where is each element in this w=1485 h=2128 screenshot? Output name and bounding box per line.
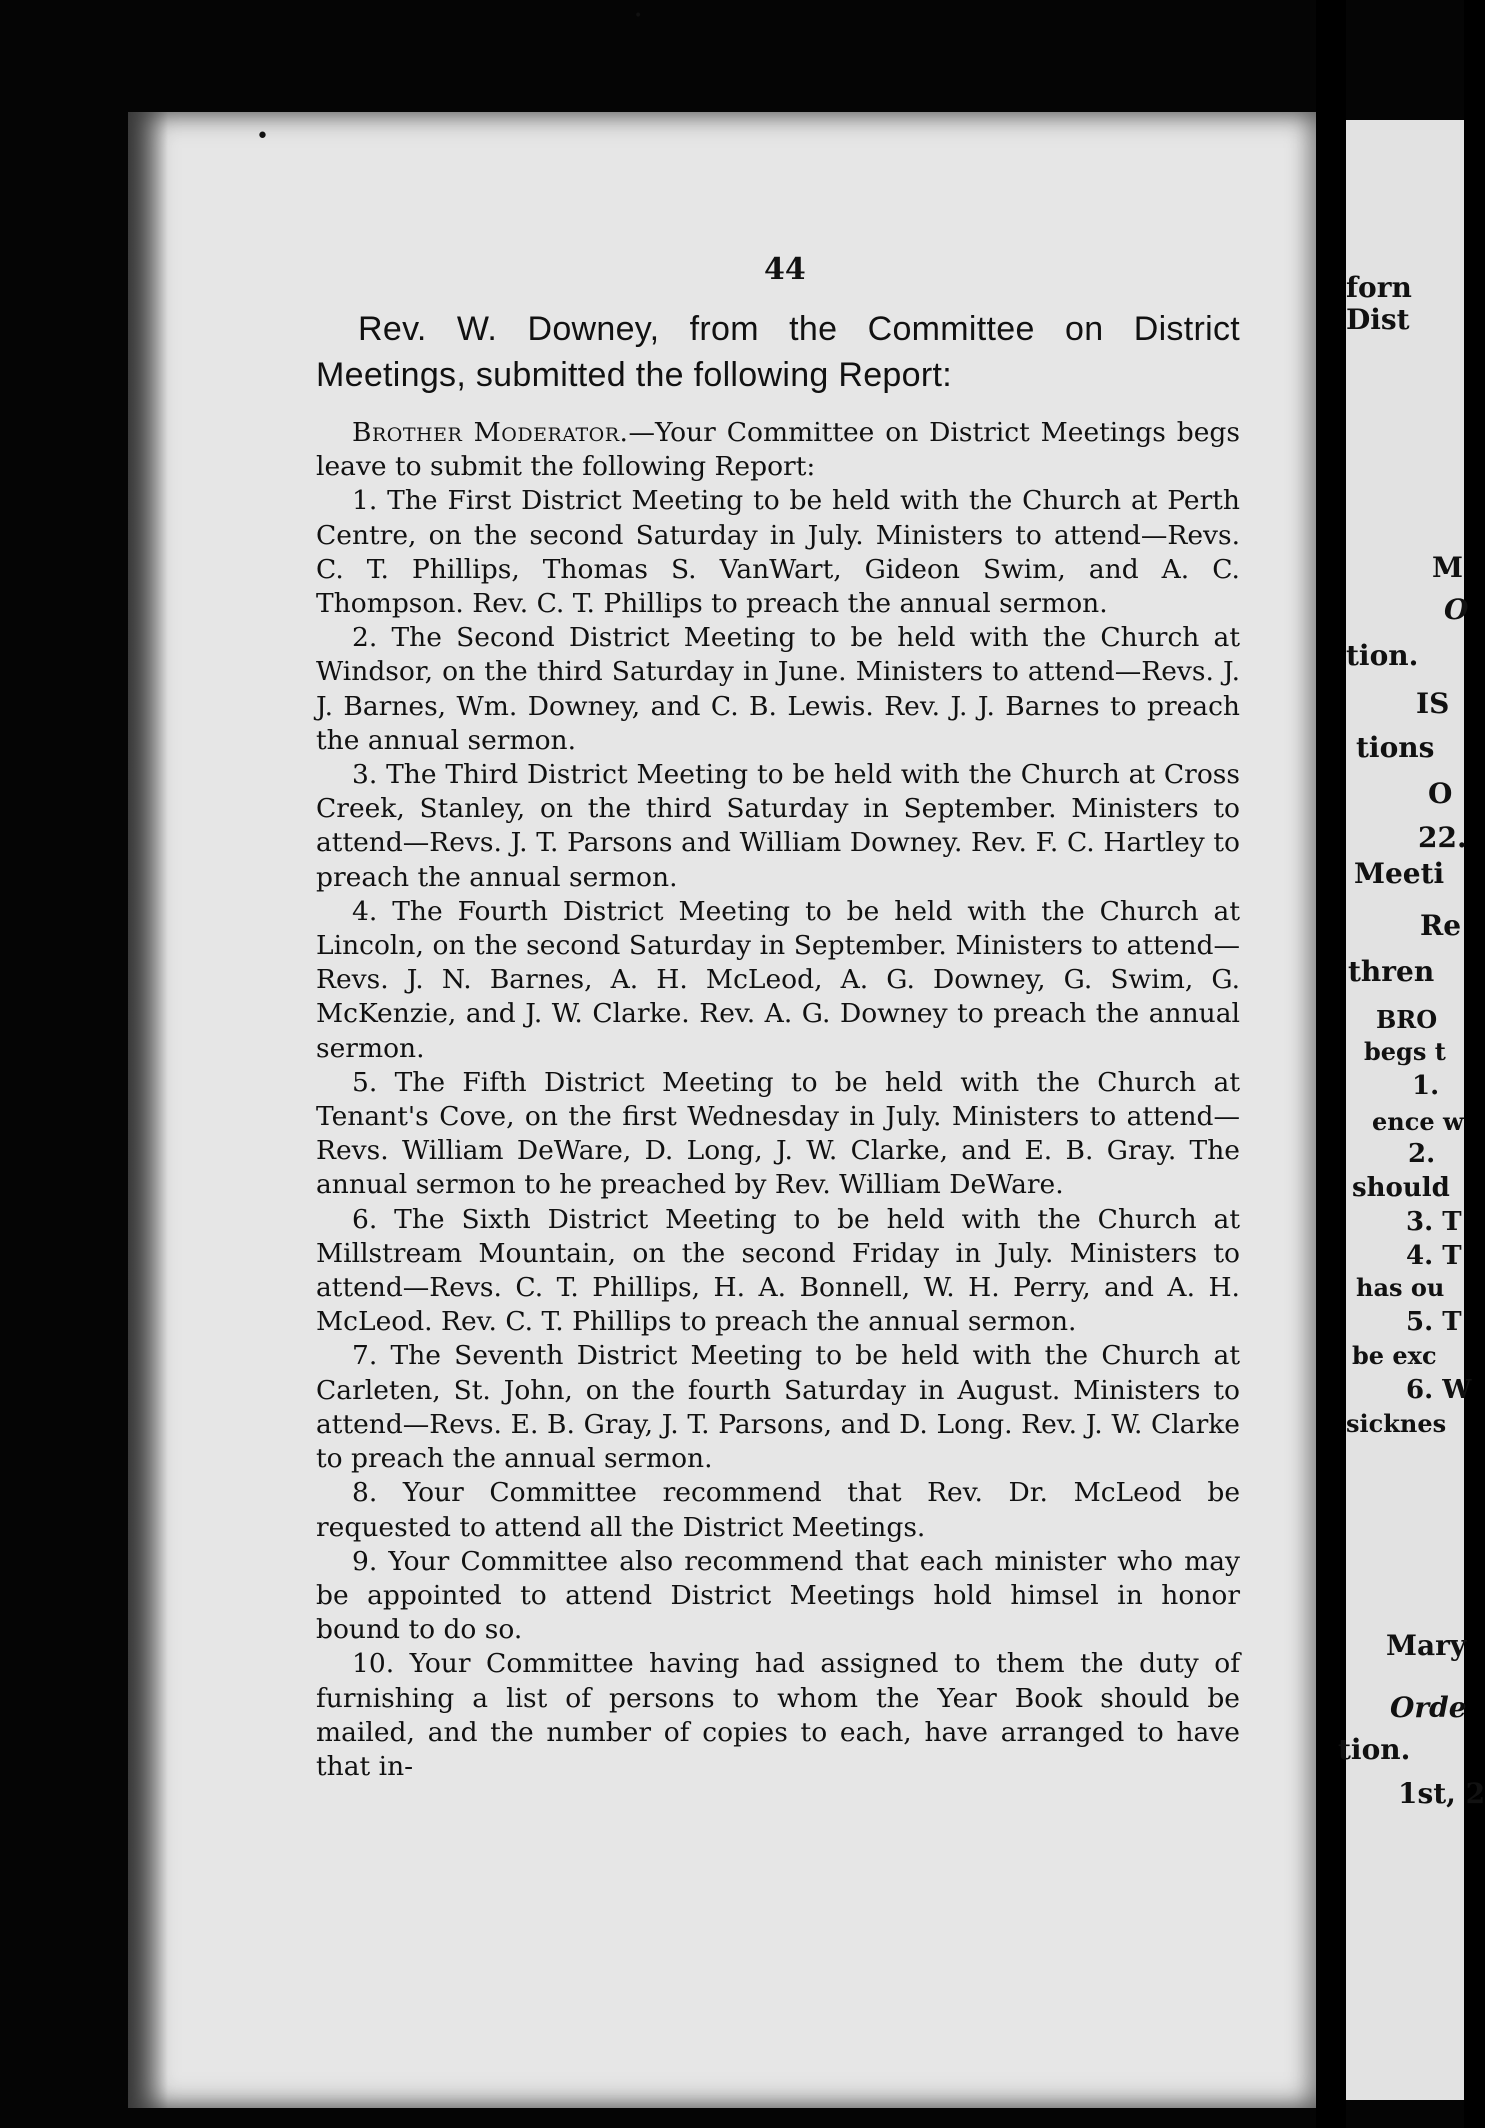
- facing-fragment: thren: [1348, 955, 1435, 988]
- right-page: [1338, 120, 1485, 2100]
- facing-fragment: tions: [1356, 731, 1435, 764]
- facing-fragment: M: [1432, 551, 1463, 584]
- facing-fragment: begs t: [1364, 1037, 1446, 1066]
- facing-fragment: Meeti: [1354, 857, 1445, 890]
- facing-fragment: 1.: [1412, 1071, 1440, 1101]
- facing-fragment: 5. T: [1406, 1307, 1462, 1337]
- report-item: 1. The First District Meeting to be held with the Church at Perth Centre, on the second Saturday in July. Ministers to attend—Revs. C. T. Phillips, Thomas S. VanWart, Gideon Swim, and A. C. Thompson. Rev. C. T. Phillips to preach the annual sermon.: [316, 485, 1240, 620]
- book-gutter: [1316, 0, 1346, 2128]
- report-item: 10. Your Committee having had assigned to them the duty of furnishing a list of persons to whom the Year Book should be mailed, and the number of copies to each, have arranged to have that in-: [316, 1648, 1240, 1782]
- ink-speck: •: [634, 8, 643, 24]
- committee-report: [316, 416, 1240, 1784]
- facing-fragment: 2.: [1408, 1139, 1436, 1169]
- facing-fragment: BRO: [1376, 1005, 1438, 1034]
- facing-fragment: Mary: [1386, 1629, 1467, 1662]
- page-body: [316, 306, 1240, 1784]
- facing-fragment: Orde: [1390, 1691, 1467, 1724]
- facing-fragment: 1st, 2: [1398, 1777, 1485, 1810]
- salutation: Brother Moderator.: [352, 417, 629, 448]
- facing-fragment: 6. W: [1406, 1375, 1472, 1405]
- facing-fragment: ence w: [1372, 1107, 1464, 1136]
- facing-fragment: O: [1428, 777, 1453, 810]
- page-number: 44: [764, 252, 806, 287]
- report-item: 9. Your Committee also recommend that each minister who may be appointed to attend District Meetings hold himsel in honor bound to do so.: [316, 1545, 1240, 1646]
- report-item: 8. Your Committee recommend that Rev. Dr. McLeod be requested to attend all the District Meetings.: [316, 1477, 1240, 1543]
- report-item: 2. The Second District Meeting to be held with the Church at Windsor, on the third Saturday in June. Ministers to attend—Revs. J. J. Barnes, Wm. Downey, and C. B. Lewis. Rev. J. J. Barnes to preach the annual sermon.: [316, 622, 1240, 756]
- facing-fragment: 22.: [1418, 821, 1467, 854]
- facing-fragment: 3. T: [1406, 1207, 1462, 1237]
- facing-fragment: 4. T: [1406, 1241, 1462, 1271]
- report-item: 3. The Third District Meeting to be held with the Church at Cross Creek, Stanley, on the third Saturday in September. Ministers to attend—Revs. J. T. Parsons and William Downey. Rev. F. C. Hartley to preach the annual sermon.: [316, 759, 1240, 893]
- facing-fragment: IS: [1416, 687, 1450, 720]
- report-item: 4. The Fourth District Meeting to be held with the Church at Lincoln, on the second Saturday in September. Ministers to attend—Revs. J. N. Barnes, A. H. McLeod, A. G. Downey, G. Swim, G. McKenzie, and J. W. Clarke. Rev. A. G. Downey to preach the annual sermon.: [316, 895, 1240, 1064]
- facing-fragment: sicknes: [1346, 1409, 1447, 1438]
- report-opening: [316, 416, 1240, 484]
- report-item: 7. The Seventh District Meeting to be held with the Church at Carleten, St. John, on the fourth Saturday in August. Ministers to attend—Revs. E. B. Gray, J. T. Parsons, and D. Long. Rev. J. W. Clarke to preach the annual sermon.: [316, 1340, 1240, 1475]
- report-item: 5. The Fifth District Meeting to be held with the Church at Tenant's Cove, on the first Wednesday in July. Ministers to attend—Revs. William DeWare, D. Long, J. W. Clarke, and E. B. Gray. The annual sermon to he preached by Rev. William DeWare.: [316, 1066, 1240, 1201]
- facing-fragment: has ou: [1356, 1273, 1445, 1302]
- ink-speck: •: [256, 124, 269, 149]
- intro-paragraph: Rev. W. Downey, from the Committee on District Meetings, submitted the following Report:: [316, 310, 1240, 394]
- facing-fragment: Re: [1420, 909, 1462, 942]
- report-opening-text: —Your Committee on District Meetings begs leave to submit the following Report:: [316, 417, 1240, 483]
- facing-fragment: be exc: [1352, 1341, 1437, 1370]
- facing-fragment: Dist: [1346, 303, 1410, 336]
- facing-fragment: should: [1352, 1173, 1450, 1203]
- facing-fragment: forn: [1346, 271, 1412, 304]
- facing-fragment: O: [1444, 593, 1469, 626]
- report-item: 6. The Sixth District Meeting to be held with the Church at Millstream Mountain, on the second Friday in July. Ministers to attend—Revs. C. T. Phillips, H. A. Bonnell, W. H. Perry, and A. H. McLeod. Rev. C. T. Phillips to preach the annual sermon.: [316, 1203, 1240, 1338]
- facing-fragment: tion.: [1346, 639, 1419, 672]
- facing-fragment: tion.: [1338, 1733, 1411, 1766]
